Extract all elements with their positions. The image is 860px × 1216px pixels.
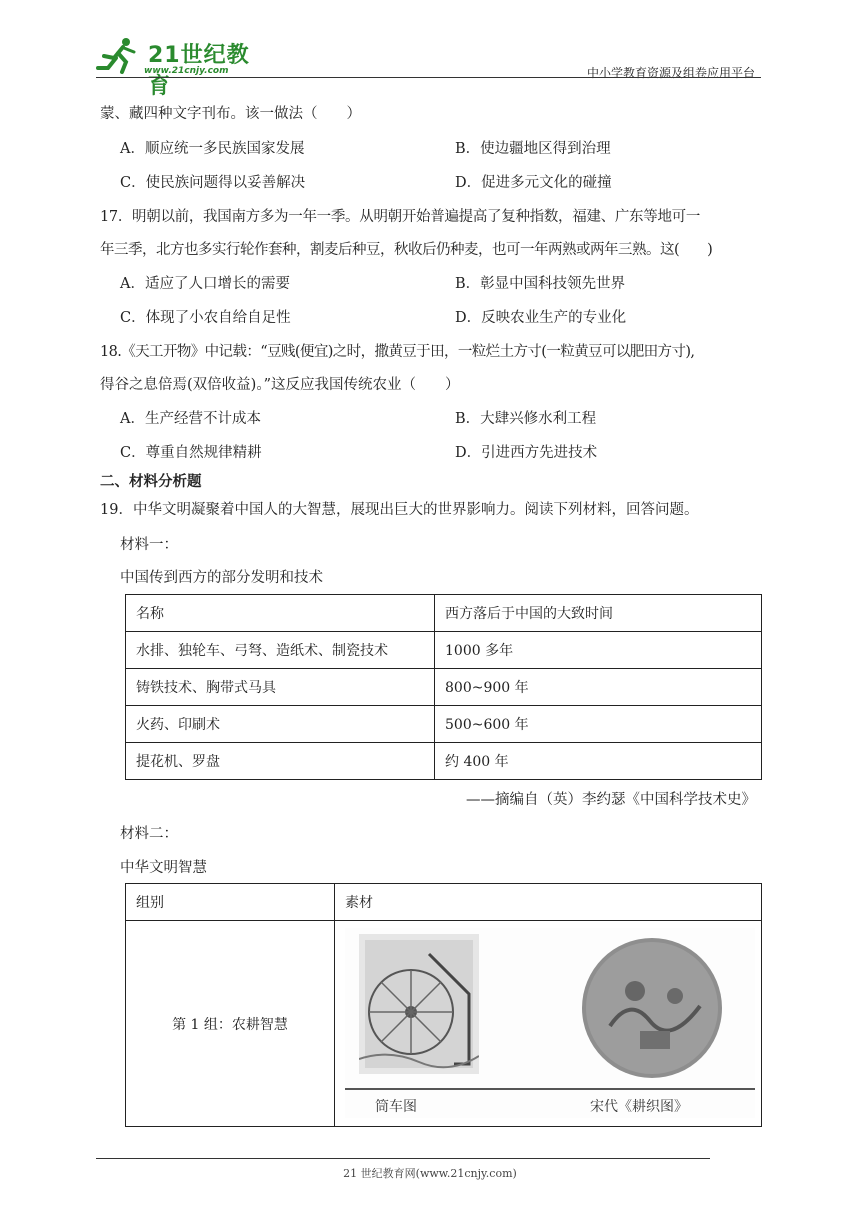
table-header-cell: 素材 [335, 884, 762, 921]
table-row [126, 632, 762, 669]
table-cell: 1000 多年 [435, 632, 762, 669]
q16-option-a: A．顺应统一多民族国家发展 [120, 141, 305, 157]
table-cell: 火药、印刷术 [126, 706, 435, 743]
table1-title: 中国传到西方的部分发明和技术 [120, 570, 323, 586]
table-cell: 500~600 年 [435, 706, 762, 743]
table-header-cell: 名称 [126, 595, 435, 632]
q18-option-c: C．尊重自然规律精耕 [120, 445, 262, 461]
q18-option-b: B．大肆兴修水利工程 [455, 411, 597, 427]
q18-option-a: A．生产经营不计成本 [120, 411, 261, 427]
table-row [126, 706, 762, 743]
q17-option-a: A．适应了人口增长的需要 [120, 276, 290, 292]
group-cell: 第 1 组：农耕智慧 [126, 921, 335, 1127]
table-row [126, 669, 762, 706]
page-header [96, 30, 761, 99]
table-header-row [126, 884, 762, 921]
q16-stem: 蒙、藏四种文字刊布。该一做法（ ） [100, 106, 361, 122]
q17-stem-line2: 年三季，北方也多实行轮作套种，割麦后种豆，秋收后仍种麦，也可一年两熟或两年三熟。这( ) [100, 242, 713, 258]
caption-painting: 宋代《耕织图》 [590, 1099, 688, 1115]
footer-divider [96, 1158, 710, 1159]
table-cell: 铸铁技术、胸带式马具 [126, 669, 435, 706]
source-citation: ——摘编自（英）李约瑟《中国科学技术史》 [466, 792, 756, 808]
q17-option-c: C．体现了小农自给自足性 [120, 310, 291, 326]
q16-option-c: C．使民族问题得以妥善解决 [120, 175, 306, 191]
platform-name: 中小学教育资源及组卷应用平台 [586, 66, 755, 80]
table-header-cell: 西方落后于中国的大致时间 [435, 595, 762, 632]
logo-url: www.21cnjy.com [144, 66, 229, 76]
table-header-row [126, 595, 762, 632]
runner-icon [96, 36, 146, 76]
section-heading: 二、材料分析题 [100, 474, 202, 490]
waterwheel-image [359, 934, 479, 1074]
painting-image [580, 936, 725, 1081]
table-cell: 800~900 年 [435, 669, 762, 706]
q18-stem-line1: 18.《天工开物》中记载：“豆贱(便宜)之时，撒黄豆于田，一粒烂土方寸(一粒黄豆可以肥田方寸), [100, 344, 695, 360]
q19-stem: 19．中华文明凝聚着中国人的大智慧，展现出巨大的世界影响力。阅读下列材料，回答问题。 [100, 502, 699, 518]
page-footer: 21 世纪教育网(www.21cnjy.com) [343, 1167, 517, 1180]
table-header-cell: 组别 [126, 884, 335, 921]
inventions-table [125, 594, 762, 780]
q18-stem-line2: 得谷之息倍焉(双倍收益)。”这反应我国传统农业（ ） [100, 377, 460, 393]
header-divider [96, 77, 761, 78]
table-cell: 提花机、罗盘 [126, 743, 435, 780]
material-picture [345, 928, 755, 1118]
q16-option-b: B．使边疆地区得到治理 [455, 141, 611, 157]
material1-label: 材料一： [120, 537, 178, 553]
table-row [126, 743, 762, 780]
picture-baseline [345, 1088, 755, 1090]
q18-option-d: D．引进西方先进技术 [455, 445, 598, 461]
q17-stem-line1: 17．明朝以前，我国南方多为一年一季。从明朝开始普遍提高了复种指数，福建、广东等地可一 [100, 209, 701, 225]
q17-option-d: D．反映农业生产的专业化 [455, 310, 627, 326]
material2-label: 材料二： [120, 826, 178, 842]
caption-waterwheel: 筒车图 [375, 1099, 417, 1115]
q17-option-b: B．彰显中国科技领先世界 [455, 276, 626, 292]
table-cell: 约 400 年 [435, 743, 762, 780]
q16-option-d: D．促进多元文化的碰撞 [455, 175, 612, 191]
table2-title: 中华文明智慧 [120, 860, 207, 876]
site-logo [96, 36, 266, 99]
logo-text: 21世纪教育 [148, 43, 250, 99]
table-cell: 水排、独轮车、弓弩、造纸术、制瓷技术 [126, 632, 435, 669]
